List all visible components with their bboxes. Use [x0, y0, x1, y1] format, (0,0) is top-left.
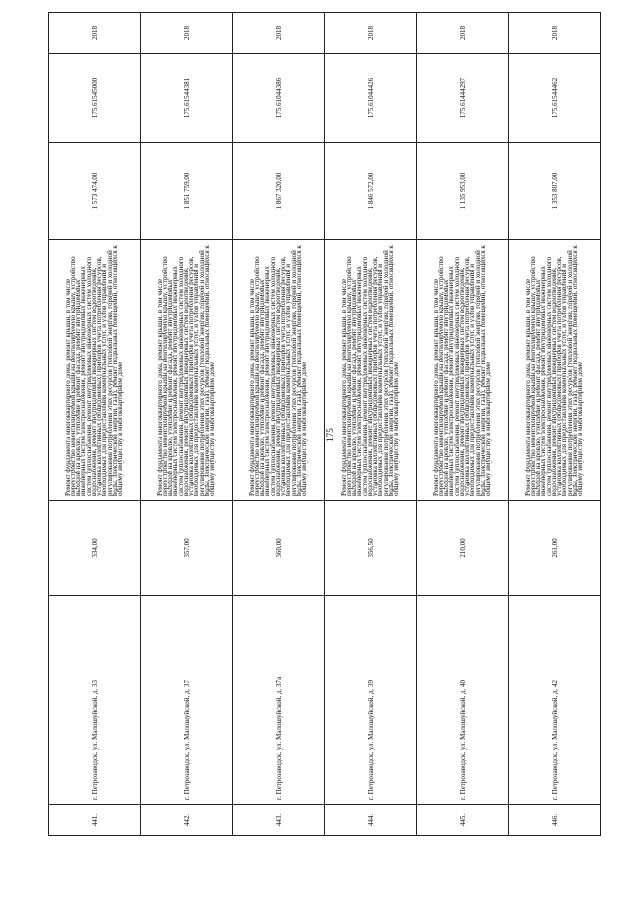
row-address: г. Петрозаводск, ул. Малошуйской, д. 37а: [233, 596, 325, 805]
row-cost: 1 353 807,00: [509, 143, 601, 240]
row-area: 334,00: [49, 501, 141, 596]
row-cost: 1 846 572,00: [325, 143, 417, 240]
row-oktmo-code: 175.61444297: [417, 54, 509, 143]
row-oktmo-code: 175.61044426: [325, 54, 417, 143]
row-oktmo-code: 175.61044386: [233, 54, 325, 143]
row-year: 2018: [233, 13, 325, 54]
row-address: г. Петрозаводск, ул. Малошуйской, д. 37: [141, 596, 233, 805]
table-row: [49, 13, 141, 836]
rotated-table-wrapper: [48, 26, 600, 836]
row-year: 2018: [49, 13, 141, 54]
repair-schedule-table: [48, 12, 601, 836]
row-area: 360,00: [233, 501, 325, 596]
table-row: [509, 13, 601, 836]
row-area: 356,50: [325, 501, 417, 596]
row-year: 2018: [417, 13, 509, 54]
row-works-description: Ремонт фундамента многоквартирного дома, ремонт крыши, в том числе переустройство невентилируемой крыши на вентилируемую крышу, устройство выходов на кровлю, утепление и ремонт фасада, ремонт внутридомовых инженерных систем электроснабжения, ремонт внутридомовых инженерных систем теплоснабжения, ремонт внутридомовых инженерных систем холодного водоснабжения, ремонт внутридомовых инженерных систем водоотведения, установка коллективных (общедомовых) приборов учета потребления ресурсов, необходимых для предоставления коммунальных услуг, и узлов управления и регулирования потребления этих ресурсов (тепловой энергии, горячей и холодной воды, электрической энергии, газа), ремонт подвальных помещений, относящихся к общему имуществу в многоквартирном доме: [417, 240, 509, 501]
row-number: 444.: [325, 805, 417, 836]
row-year: 2018: [509, 13, 601, 54]
row-area: 357,00: [141, 501, 233, 596]
row-cost: 1 573 474,00: [49, 143, 141, 240]
row-address: г. Петрозаводск, ул. Малошуйской, д. 40: [417, 596, 509, 805]
row-area: 261,00: [509, 501, 601, 596]
row-works-description: Ремонт фундамента многоквартирного дома, ремонт крыши, в том числе переустройство невентилируемой крыши на вентилируемую крышу, устройство выходов на кровлю, утепление и ремонт фасада, ремонт внутридомовых инженерных систем электроснабжения, ремонт внутридомовых инженерных систем теплоснабжения, ремонт внутридомовых инженерных систем холодного водоснабжения, ремонт внутридомовых инженерных систем водоотведения, установка коллективных (общедомовых) приборов учета потребления ресурсов, необходимых для предоставления коммунальных услуг, и узлов управления и регулирования потребления этих ресурсов (тепловой энергии, горячей и холодной воды, электрической энергии, газа), ремонт подвальных помещений, относящихся к общему имуществу в многоквартирном доме: [509, 240, 601, 501]
row-oktmo-code: 175.61544462: [509, 54, 601, 143]
row-address: г. Петрозаводск, ул. Малошуйской, д. 33: [49, 596, 141, 805]
row-number: 441.: [49, 805, 141, 836]
row-number: 445.: [417, 805, 509, 836]
table-row: [233, 13, 325, 836]
row-address: г. Петрозаводск, ул. Малошуйской, д. 42: [509, 596, 601, 805]
row-area: 210,00: [417, 501, 509, 596]
row-oktmo-code: 175.61545000: [49, 54, 141, 143]
row-works-description: Ремонт фундамента многоквартирного дома, ремонт крыши, в том числе переустройство невентилируемой крыши на вентилируемую крышу, устройство выходов на кровлю, утепление и ремонт фасада, ремонт внутридомовых инженерных систем электроснабжения, ремонт внутридомовых инженерных систем теплоснабжения, ремонт внутридомовых инженерных систем холодного водоснабжения, ремонт внутридомовых инженерных систем водоотведения, установка коллективных (общедомовых) приборов учета потребления ресурсов, необходимых для предоставления коммунальных услуг, и узлов управления и регулирования потребления этих ресурсов (тепловой энергии, горячей и холодной воды, электрической энергии, газа), ремонт подвальных помещений, относящихся к общему имуществу в многоквартирном доме: [141, 240, 233, 501]
row-cost: 1 867 320,00: [233, 143, 325, 240]
row-year: 2018: [325, 13, 417, 54]
row-works-description: Ремонт фундамента многоквартирного дома, ремонт крыши, в том числе переустройство невентилируемой крыши на вентилируемую крышу, устройство выходов на кровлю, утепление и ремонт фасада, ремонт внутридомовых инженерных систем электроснабжения, ремонт внутридомовых инженерных систем теплоснабжения, ремонт внутридомовых инженерных систем холодного водоснабжения, ремонт внутридомовых инженерных систем водоотведения, установка коллективных (общедомовых) приборов учета потребления ресурсов, необходимых для предоставления коммунальных услуг, и узлов управления и регулирования потребления этих ресурсов (тепловой энергии, горячей и холодной воды, электрической энергии, газа), ремонт подвальных помещений, относящихся к общему имуществу в многоквартирном доме: [49, 240, 141, 501]
row-works-description: Ремонт фундамента многоквартирного дома, ремонт крыши, в том числе переустройство невентилируемой крыши на вентилируемую крышу, устройство выходов на кровлю, утепление и ремонт фасада, ремонт внутридомовых инженерных систем электроснабжения, ремонт внутридомовых инженерных систем теплоснабжения, ремонт внутридомовых инженерных систем холодного водоснабжения, ремонт внутридомовых инженерных систем водоотведения, установка коллективных (общедомовых) приборов учета потребления ресурсов, необходимых для предоставления коммунальных услуг, и узлов управления и регулирования потребления этих ресурсов (тепловой энергии, горячей и холодной воды, электрической энергии, газа), ремонт подвальных помещений, относящихся к общему имуществу в многоквартирном доме: [325, 240, 417, 501]
row-cost: 1 135 953,00: [417, 143, 509, 240]
row-year: 2018: [141, 13, 233, 54]
row-number: 443.: [233, 805, 325, 836]
row-number: 442.: [141, 805, 233, 836]
table-body: [49, 13, 601, 836]
table-row: [325, 13, 417, 836]
row-oktmo-code: 175.61544381: [141, 54, 233, 143]
page-number: 175: [325, 428, 335, 442]
row-address: г. Петрозаводск, ул. Малошуйской, д. 39: [325, 596, 417, 805]
table-row: [417, 13, 509, 836]
row-number: 446.: [509, 805, 601, 836]
row-cost: 1 851 759,00: [141, 143, 233, 240]
table-row: [141, 13, 233, 836]
row-works-description: Ремонт фундамента многоквартирного дома, ремонт крыши, в том числе переустройство невентилируемой крыши на вентилируемую крышу, устройство выходов на кровлю, утепление и ремонт фасада, ремонт внутридомовых инженерных систем электроснабжения, ремонт внутридомовых инженерных систем теплоснабжения, ремонт внутридомовых инженерных систем холодного водоснабжения, ремонт внутридомовых инженерных систем водоотведения, установка коллективных (общедомовых) приборов учета потребления ресурсов, необходимых для предоставления коммунальных услуг, и узлов управления и регулирования потребления этих ресурсов (тепловой энергии, горячей и холодной воды, электрической энергии, газа), ремонт подвальных помещений, относящихся к общему имуществу в многоквартирном доме: [233, 240, 325, 501]
